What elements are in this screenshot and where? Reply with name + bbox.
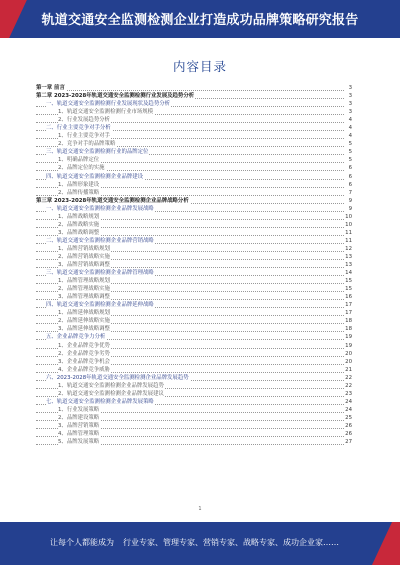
- toc-entry[interactable]: [36, 173, 352, 181]
- toc-entry-page: 23: [345, 390, 352, 397]
- toc-entry-label: 1、轨道交通安全监测检测行业市场规模: [58, 109, 154, 116]
- toc-entry-page: 12: [345, 245, 352, 252]
- toc-entry-page: 22: [345, 374, 352, 381]
- toc-entry-page: 6: [344, 164, 352, 172]
- toc-entry-page: 18: [345, 318, 352, 325]
- toc-entry[interactable]: [36, 197, 352, 205]
- toc-entry-page: 3: [344, 100, 352, 108]
- toc-entry-label: 2、企业品牌竞争劣势: [58, 350, 110, 357]
- footer-experts: 行业专家、管理专家、营销专家、战略专家、成功企业家……: [123, 538, 339, 547]
- toc-entry-page: 11: [345, 237, 352, 244]
- toc-entry-page: 3: [344, 108, 352, 116]
- toc-entry[interactable]: [36, 189, 352, 197]
- toc-entry-label: 第三章 2023-2028年轨道交通安全监测检测企业品牌战略分析: [36, 197, 189, 204]
- toc-entry-page: 27: [345, 439, 352, 446]
- toc-entry-page: 11: [345, 229, 352, 236]
- toc-entry-label: 3、品牌延伸战略调整: [58, 326, 110, 333]
- toc-entry-page: 4: [344, 116, 352, 124]
- toc-entry-label: 2、品牌管理战略实施: [58, 286, 110, 293]
- toc-entry-label: 二、行业主要竞争对手分析: [46, 125, 111, 132]
- toc-entry[interactable]: [36, 317, 352, 325]
- toc-entry-label: 二、轨道交通安全监测检测企业品牌营销战略: [46, 237, 154, 244]
- toc-entry-page: 24: [345, 398, 352, 405]
- toc-entry-label: 5、品牌发展策略: [58, 439, 100, 446]
- toc-entry[interactable]: [36, 213, 352, 221]
- toc-entry-page: 7: [344, 189, 352, 197]
- toc-entry-page: 9: [344, 205, 352, 213]
- toc-entry-label: 1、行业发展策略: [58, 406, 100, 413]
- toc-entry[interactable]: [36, 333, 352, 341]
- toc-entry-label: 六、2023-2028年轨道交通安全监测检测企业品牌发展趋势: [46, 374, 189, 381]
- toc-entry[interactable]: [36, 382, 352, 390]
- toc-entry-label: 七、轨道交通安全监测检测企业品牌发展策略: [46, 398, 154, 405]
- toc-leader-dots: [36, 84, 344, 91]
- toc-entry[interactable]: [36, 430, 352, 438]
- toc-heading: 内容目录: [172, 59, 227, 74]
- toc-entry[interactable]: [36, 414, 352, 422]
- toc-entry[interactable]: [36, 261, 352, 269]
- toc-entry[interactable]: [36, 277, 352, 285]
- toc-entry-page: 13: [345, 262, 352, 269]
- toc-entry[interactable]: [36, 398, 352, 406]
- toc-entry[interactable]: [36, 140, 352, 148]
- toc-entry[interactable]: [36, 438, 352, 446]
- toc-entry-label: 1、品牌延伸战略规划: [58, 310, 110, 317]
- toc-entry-label: 1、企业品牌竞争优势: [58, 342, 110, 349]
- toc-entry[interactable]: [36, 229, 352, 237]
- toc-entry[interactable]: [36, 285, 352, 293]
- toc-entry[interactable]: [36, 148, 352, 156]
- report-title: 轨道交通安全监测检测企业打造成功品牌策略研究报告: [41, 13, 359, 28]
- toc-entry-page: 25: [345, 414, 352, 421]
- toc-entry-label: 2、品牌营销战略实施: [58, 253, 110, 260]
- toc-entry-label: 第二章 2023-2028年轨道交通安全监测检测行业发展及趋势分析: [36, 93, 195, 100]
- toc-entry-label: 1、行业主要竞争对手: [58, 133, 110, 140]
- toc-entry-page: 22: [345, 382, 352, 389]
- toc-entry-label: 2、行业发展趋势分析: [58, 117, 110, 124]
- toc-entry-page: 15: [345, 278, 352, 285]
- toc-entry-label: 三、轨道交通安全监测检测行业的品牌定位: [46, 149, 149, 156]
- toc-entry[interactable]: [36, 221, 352, 229]
- toc-entry[interactable]: [36, 269, 352, 277]
- toc-entry[interactable]: [36, 309, 352, 317]
- toc-entry-label: 3、品牌管理战略调整: [58, 294, 110, 301]
- toc-entry-page: 20: [345, 350, 352, 357]
- toc-entry-page: 17: [345, 310, 352, 317]
- toc-entry[interactable]: [36, 132, 352, 140]
- toc-entry-page: 6: [344, 173, 352, 181]
- toc-entry-page: 19: [345, 342, 352, 349]
- toc-entry-label: 3、品牌营销战略调整: [58, 262, 110, 269]
- toc-entry-label: 4、企业品牌竞争威胁: [58, 366, 110, 373]
- toc-entry-label: 三、轨道交通安全监测检测企业品牌管理战略: [46, 270, 154, 277]
- toc-entry-label: 1、品牌战略规划: [58, 213, 100, 220]
- toc-entry[interactable]: [36, 124, 352, 132]
- toc-entry[interactable]: [36, 181, 352, 189]
- toc-entry[interactable]: [36, 374, 352, 382]
- toc-entry-page: 15: [345, 286, 352, 293]
- toc-entry[interactable]: [36, 406, 352, 414]
- footer-red-stripe: [372, 522, 400, 565]
- toc-entry-page: 10: [345, 221, 352, 228]
- toc-entry[interactable]: [36, 390, 352, 398]
- toc-entry-page: 6: [344, 181, 352, 189]
- toc-entry-label: 1、品牌管理战略规划: [58, 278, 110, 285]
- toc-entry[interactable]: [36, 358, 352, 366]
- toc-entry[interactable]: [36, 422, 352, 430]
- toc-entry-page: 17: [345, 302, 352, 309]
- toc-entry-label: 2、品牌战略实施: [58, 221, 100, 228]
- toc-entry[interactable]: [36, 92, 352, 100]
- toc-entry-page: 3: [344, 92, 352, 100]
- page-number: 1: [198, 506, 202, 512]
- toc-entry-label: 2、品牌定位的实施: [58, 165, 105, 172]
- toc-entry-page: 4: [344, 124, 352, 132]
- toc-entry-label: 1、品牌形象建设: [58, 181, 100, 188]
- toc-entry-page: 4: [344, 132, 352, 140]
- toc-entry-label: 1、品牌营销战略规划: [58, 245, 110, 252]
- toc-entry-page: 26: [345, 422, 352, 429]
- report-footer: [0, 522, 400, 565]
- toc-entry-label: 一、轨道交通安全监测检测企业品牌发展战略: [46, 205, 154, 212]
- toc-entry-label: 五、企业品牌竞争力分析: [46, 334, 106, 341]
- toc-entry-label: 3、品牌营销策略: [58, 422, 100, 429]
- toc-entry[interactable]: [36, 253, 352, 261]
- toc-entry-label: 1、明确品牌定位: [58, 157, 100, 164]
- toc-entry-label: 2、轨道交通安全监测检测企业品牌发展建议: [58, 390, 164, 397]
- toc-entry-page: 18: [345, 326, 352, 333]
- toc-entry[interactable]: [36, 293, 352, 301]
- toc-entry[interactable]: [36, 205, 352, 213]
- toc-entry-page: 20: [345, 358, 352, 365]
- toc-entry-page: 14: [345, 270, 352, 277]
- table-of-contents: [36, 84, 352, 446]
- footer-slogan: 让每个人都能成为: [50, 538, 114, 547]
- toc-entry-label: 四、轨道交通安全监测检测企业品牌建设: [46, 173, 144, 180]
- toc-entry-label: 四、轨道交通安全监测检测企业品牌延伸战略: [46, 302, 154, 309]
- toc-entry-page: 5: [344, 156, 352, 164]
- toc-entry[interactable]: [36, 84, 352, 92]
- toc-entry-label: 一、轨道交通安全监测检测行业发展现状及趋势分析: [46, 101, 170, 108]
- toc-entry[interactable]: [36, 164, 352, 172]
- toc-entry-page: 21: [345, 366, 352, 373]
- toc-entry[interactable]: [36, 301, 352, 309]
- toc-entry[interactable]: [36, 237, 352, 245]
- toc-entry-page: 19: [345, 334, 352, 341]
- toc-entry[interactable]: [36, 156, 352, 164]
- toc-entry-page: 3: [344, 84, 352, 92]
- toc-entry-page: 5: [344, 140, 352, 148]
- toc-entry-label: 3、品牌战略调整: [58, 229, 100, 236]
- toc-entry[interactable]: [36, 100, 352, 108]
- toc-entry[interactable]: [36, 245, 352, 253]
- toc-entry[interactable]: [36, 350, 352, 358]
- toc-entry[interactable]: [36, 366, 352, 374]
- toc-entry[interactable]: [36, 325, 352, 333]
- toc-entry-label: 第一章 前言: [36, 85, 65, 91]
- toc-entry-page: 9: [344, 197, 352, 205]
- toc-entry[interactable]: [36, 116, 352, 124]
- toc-entry[interactable]: [36, 108, 352, 116]
- toc-entry-label: 2、品牌建设策略: [58, 414, 100, 421]
- toc-entry[interactable]: [36, 342, 352, 350]
- toc-entry-page: 26: [345, 431, 352, 438]
- toc-entry-label: 3、企业品牌竞争机会: [58, 358, 110, 365]
- toc-entry-page: 13: [345, 253, 352, 260]
- toc-entry-page: 10: [345, 213, 352, 220]
- toc-entry-label: 4、品牌管理策略: [58, 431, 100, 438]
- toc-entry-page: 16: [345, 294, 352, 301]
- toc-entry-page: 24: [345, 406, 352, 413]
- toc-entry-label: 1、轨道交通安全监测检测企业品牌发展趋势: [58, 382, 164, 389]
- toc-entry-label: 2、品牌传播策略: [58, 189, 100, 196]
- toc-entry-page: 5: [344, 148, 352, 156]
- toc-entry-label: 2、品牌延伸战略实施: [58, 318, 110, 325]
- report-header: [0, 0, 400, 38]
- toc-entry-label: 2、竞争对手的品牌策略: [58, 141, 116, 148]
